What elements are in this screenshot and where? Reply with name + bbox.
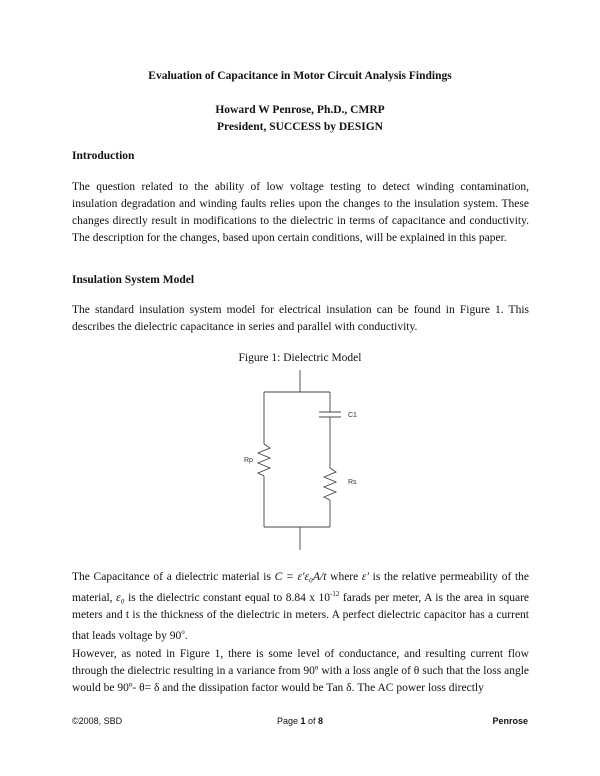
capacitance-text-4: is the dielectric constant equal to 8.84 x 10 <box>128 591 331 604</box>
capacitance-formula: C = ε′ε₀A/t <box>274 571 327 583</box>
dielectric-model-figure <box>230 370 370 565</box>
author-block <box>0 102 600 136</box>
author-name: Howard W Penrose, Ph.D., CMRP <box>215 104 385 116</box>
insulation-model-paragraph: The standard insulation system model for electrical insulation can be found in Figure 1. This describes the dielectric capacitance in series and parallel with conductivity. <box>72 304 529 333</box>
figure-caption: Figure 1: Dielectric Model <box>238 352 362 364</box>
author-affiliation: President, SUCCESS by DESIGN <box>217 121 383 133</box>
capacitance-paragraph <box>72 569 529 645</box>
footer-page-total: 8 <box>318 716 324 726</box>
capacitance-text-2: where <box>330 571 359 583</box>
capacitance-text-1: The Capacitance of a dielectric material is <box>72 571 271 583</box>
capacitance-text-6: . <box>184 629 188 642</box>
rp-resistor-symbol <box>258 444 270 476</box>
loss-paragraph: However, as noted in Figure 1, there is some level of conductance, and resulting current flow through the dielectric resulting in a variance from 90º with a loss angle of θ such that the loss angle would be 90º- θ= δ and the dissipation factor would be Tan δ. The AC power loss directly <box>72 648 529 694</box>
footer-right: Penrose <box>492 716 528 726</box>
rs-resistor-symbol <box>324 468 336 500</box>
insulation-model-heading: Insulation System Model <box>72 274 195 286</box>
footer-page-current: 1 <box>300 716 306 726</box>
capacitance-text-5: farads per meter, A is the area in square meters and t is the thickness of the dielectric in meters. A perfect dielectric capacitor has a current that leads voltage by 90 <box>72 591 530 642</box>
exponent-superscript: -12 <box>330 590 340 598</box>
epsilon-prime-symbol: ε′ <box>361 571 369 583</box>
introduction-paragraph: The question related to the ability of low voltage testing to detect winding contamination, insulation degradation and winding faults relies upon the changes to the insulation system. These changes directly result in modifications to the dielectric in terms of capacitance and conductivity. The description for the changes, based upon certain conditions, will be explained in this paper. <box>72 181 529 244</box>
footer-left: ©2008, SBD <box>72 716 123 726</box>
capacitor-label: C1 <box>348 412 357 419</box>
footer-page-prefix: Page <box>276 716 298 726</box>
epsilon-zero-symbol: ε₀ <box>116 591 125 604</box>
rs-label: Rs <box>348 479 357 486</box>
introduction-heading: Introduction <box>72 150 135 162</box>
document-title: Evaluation of Capacitance in Motor Circuit Analysis Findings <box>148 70 452 82</box>
degree-superscript: o <box>181 627 185 636</box>
rp-label: Rp <box>244 457 253 464</box>
capacitance-text-3: is the relative permeability of the material, <box>72 571 530 604</box>
dielectric-model-diagram <box>230 370 370 560</box>
footer-page-of: of <box>308 716 316 726</box>
